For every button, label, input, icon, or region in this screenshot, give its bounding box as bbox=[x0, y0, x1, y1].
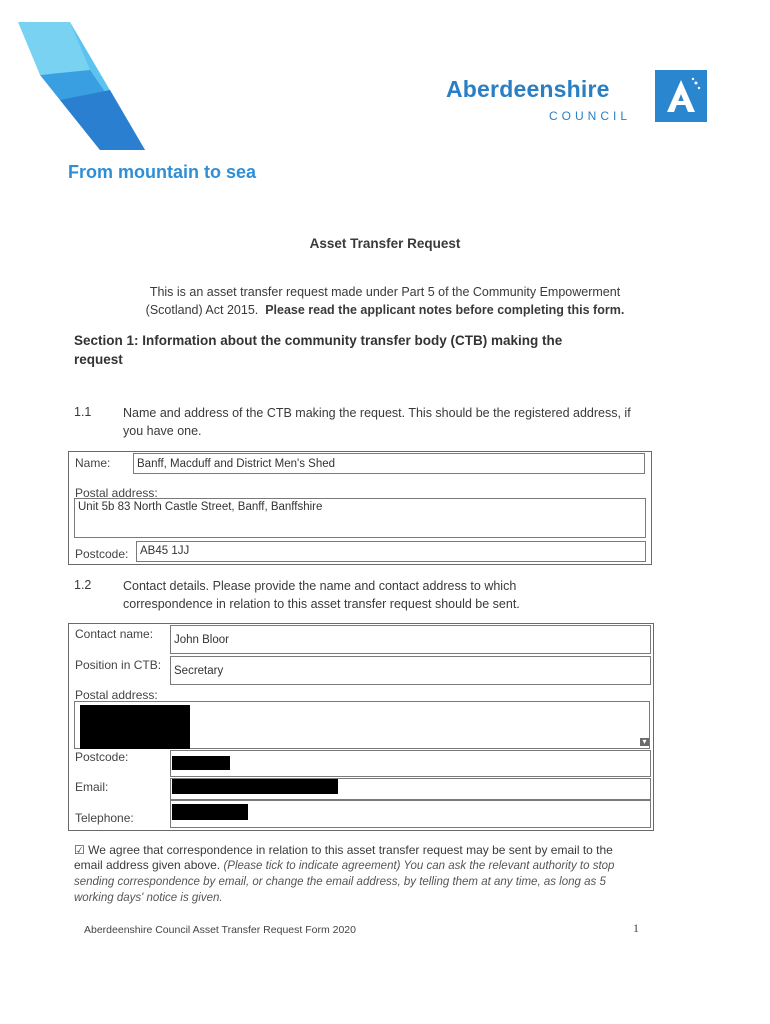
council-name: Aberdeenshire bbox=[446, 76, 610, 102]
intro-line-1: This is an asset transfer request made under Part 5 of the Community Empowerment bbox=[149, 285, 621, 299]
position-field[interactable]: Secretary bbox=[170, 656, 651, 685]
tagline: From mountain to sea bbox=[68, 162, 257, 182]
position-label: Position in CTB: bbox=[75, 658, 162, 672]
question-1-2-number: 1.2 bbox=[74, 578, 92, 592]
agreement-note: (Please tick to indicate agreement) You can ask the relevant authority to stop sending correspondence by email, or change the email address, by telling them at any time, as long as 5 working days' notice is given. bbox=[74, 860, 615, 904]
footer-form-name: Aberdeenshire Council Asset Transfer Request Form 2020 bbox=[84, 924, 356, 936]
email-agreement-paragraph bbox=[74, 843, 634, 906]
ctb-name-field[interactable]: Banff, Macduff and District Men's Shed bbox=[133, 453, 645, 474]
telephone-label: Telephone: bbox=[75, 811, 134, 825]
postal-address-label: Postal address: bbox=[75, 486, 158, 500]
redaction-block-telephone bbox=[172, 804, 248, 820]
intro-line-2-plain: (Scotland) Act 2015. bbox=[145, 303, 259, 317]
section-1-heading bbox=[74, 331, 644, 369]
question-1-1-text: Name and address of the CTB making the request. This should be the registered address, if you have one. bbox=[123, 406, 631, 438]
contact-postcode-field[interactable] bbox=[170, 750, 651, 777]
question-1-1-number: 1.1 bbox=[74, 405, 92, 419]
agreement-text: We agree that correspondence in relation to this asset transfer request may be sent by email to the email address given above. bbox=[74, 843, 613, 872]
intro-line-2 bbox=[80, 301, 690, 319]
council-subtitle: COUNCIL bbox=[549, 109, 632, 123]
redaction-block-postcode bbox=[172, 756, 230, 770]
intro-line-2-bold: Please read the applicant notes before completing this form. bbox=[265, 303, 625, 317]
contact-name-field[interactable]: John Bloor bbox=[170, 625, 651, 654]
council-logo-shapes bbox=[0, 0, 160, 160]
intro-paragraph bbox=[80, 283, 690, 319]
agreement-checkbox[interactable]: ☑ bbox=[74, 843, 85, 857]
ctb-postcode-field[interactable]: AB45 1JJ bbox=[136, 541, 646, 562]
redaction-block-email bbox=[172, 779, 338, 794]
contact-postal-address-label: Postal address: bbox=[75, 688, 158, 702]
contact-name-label: Contact name: bbox=[75, 627, 154, 641]
field-scroll-down-icon[interactable]: ▾ bbox=[640, 738, 649, 746]
postcode-label: Postcode: bbox=[75, 547, 129, 561]
council-a-logo-icon bbox=[655, 70, 707, 122]
name-label: Name: bbox=[75, 456, 111, 470]
ctb-postal-address-field[interactable]: Unit 5b 83 North Castle Street, Banff, Banffshire bbox=[74, 498, 646, 538]
section-1-heading-line-1: Section 1: Information about the community transfer body (CTB) making the bbox=[74, 333, 563, 348]
document-title: Asset Transfer Request bbox=[309, 236, 461, 251]
page-number: 1 bbox=[633, 921, 639, 935]
question-1-2-text: Contact details. Please provide the name and contact address to which correspondence in relation to this asset transfer request should be sent. bbox=[123, 579, 520, 611]
section-1-heading-line-2: request bbox=[74, 352, 123, 367]
email-label: Email: bbox=[75, 780, 109, 794]
contact-postcode-label: Postcode: bbox=[75, 750, 129, 764]
redaction-block-address bbox=[80, 705, 190, 749]
